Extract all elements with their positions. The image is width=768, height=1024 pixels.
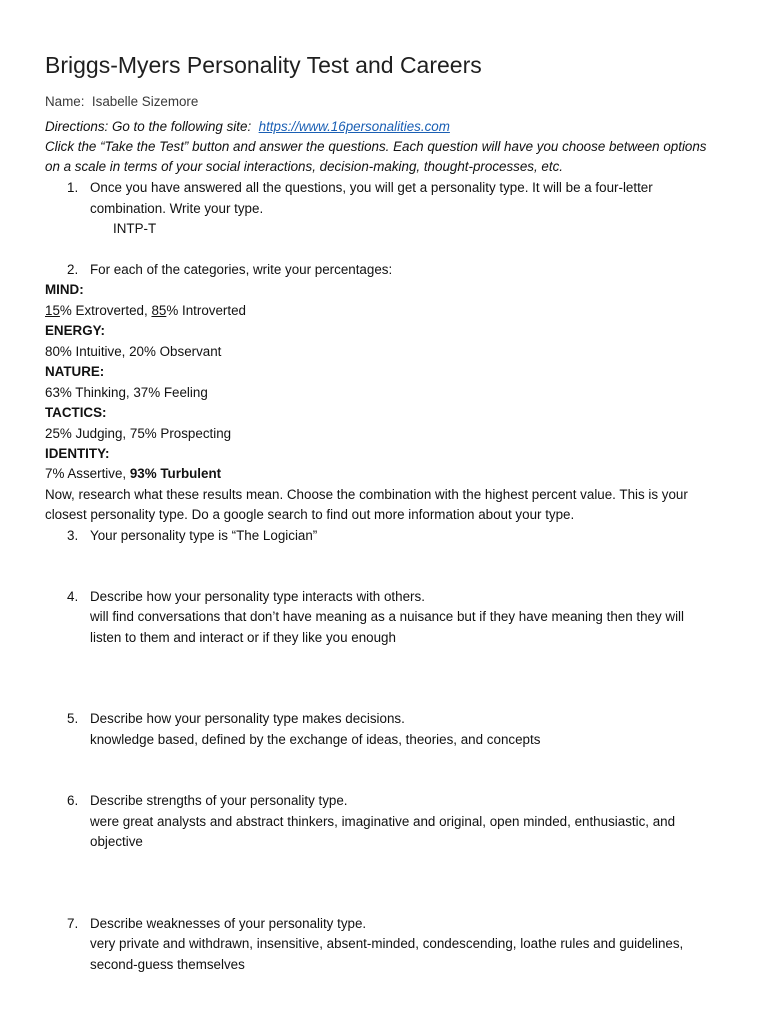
- q4-text: Describe how your personality type interacts with others.: [90, 589, 425, 604]
- name-value: Isabelle Sizemore: [91, 94, 199, 109]
- mind-values: [45, 302, 246, 320]
- research-line-2: closest personality type. Do a google search to find out more information about your type.: [45, 507, 575, 522]
- nature-values: 63% Thinking, 37% Feeling: [45, 385, 208, 400]
- page-title: Briggs-Myers Personality Test and Careers: [45, 52, 482, 78]
- energy-label: ENERGY:: [45, 323, 106, 338]
- q1-text-line-2: combination. Write your type.: [90, 201, 264, 216]
- mind-introverted-value: 85: [151, 303, 167, 318]
- q7-answer-line-2: second-guess themselves: [90, 957, 245, 972]
- directions-line: [45, 118, 450, 136]
- identity-assertive: 7% Assertive,: [45, 466, 130, 481]
- q4-number: 4.: [67, 589, 79, 604]
- q3-text: Your personality type is “The Logician”: [90, 528, 318, 543]
- identity-values: [45, 465, 221, 483]
- directions-line-3: on a scale in terms of your social interactions, decision-making, thought-processes, etc.: [45, 159, 564, 174]
- q7-text: Describe weaknesses of your personality type.: [90, 916, 367, 931]
- q7-number: 7.: [67, 916, 79, 931]
- tactics-label: TACTICS:: [45, 405, 107, 420]
- name-line: [45, 93, 198, 111]
- q5-number: 5.: [67, 711, 79, 726]
- q2-number: 2.: [67, 262, 79, 277]
- mind-label: MIND:: [45, 282, 84, 297]
- q5-answer-line-1: knowledge based, defined by the exchange of ideas, theories, and concepts: [90, 732, 541, 747]
- q6-answer-line-1: were great analysts and abstract thinkers, imaginative and original, open minded, enthusiastic, and: [90, 814, 676, 829]
- mind-introverted-label: % Introverted: [166, 303, 246, 318]
- nature-label: NATURE:: [45, 364, 105, 379]
- q7-answer-line-1: very private and withdrawn, insensitive, absent-minded, condescending, loathe rules and guidelines,: [90, 936, 684, 951]
- identity-label: IDENTITY:: [45, 446, 110, 461]
- q2-text: For each of the categories, write your percentages:: [90, 262, 393, 277]
- directions-label: Directions: Go to the following site:: [45, 119, 252, 134]
- q1-text-line-1: Once you have answered all the questions, you will get a personality type. It will be a four-letter: [90, 180, 653, 195]
- q6-text: Describe strengths of your personality type.: [90, 793, 348, 808]
- name-label: Name:: [45, 94, 85, 109]
- directions-link[interactable]: https://www.16personalities.com: [258, 119, 450, 134]
- mind-extroverted-value: 15: [45, 303, 60, 318]
- energy-values: 80% Intuitive, 20% Observant: [45, 344, 222, 359]
- identity-turbulent: 93% Turbulent: [129, 466, 222, 481]
- mind-extroverted-label: % Extroverted,: [59, 303, 152, 318]
- directions-line-2: Click the “Take the Test” button and answer the questions. Each question will have you choose between options: [45, 139, 707, 154]
- q5-text: Describe how your personality type makes decisions.: [90, 711, 405, 726]
- research-line-1: Now, research what these results mean. Choose the combination with the highest percent value. This is your: [45, 487, 688, 502]
- q3-number: 3.: [67, 528, 79, 543]
- q1-number: 1.: [67, 180, 79, 195]
- tactics-values: 25% Judging, 75% Prospecting: [45, 426, 232, 441]
- q1-answer: INTP-T: [113, 221, 157, 236]
- q6-number: 6.: [67, 793, 79, 808]
- q4-answer-line-1: will find conversations that don’t have meaning as a nuisance but if they have meaning then they will: [90, 609, 685, 624]
- q4-answer-line-2: listen to them and interact or if they like you enough: [90, 630, 396, 645]
- q6-answer-line-2: objective: [90, 834, 143, 849]
